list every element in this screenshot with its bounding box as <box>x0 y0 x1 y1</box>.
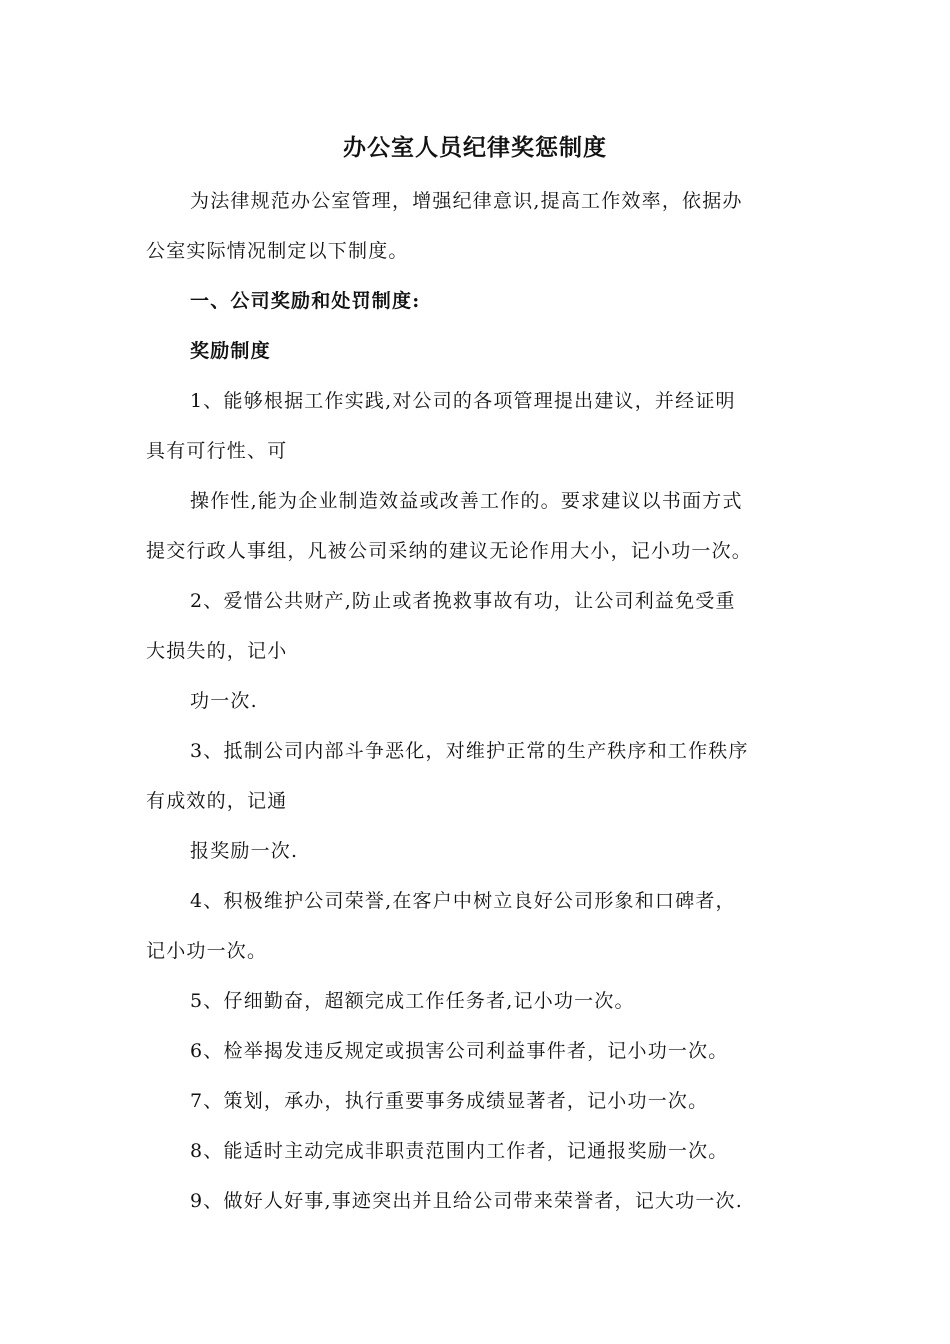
item-3-line-3: 报奖励一次. <box>190 840 299 862</box>
item-3-line-2: 有成效的，记通 <box>146 790 288 812</box>
item-4-line-1: 4、积极维护公司荣誉,在客户中树立良好公司形象和口碑者， <box>190 890 736 912</box>
subheading-reward: 奖励制度 <box>190 340 271 362</box>
item-7: 7、策划，承办，执行重要事务成绩显著者，记小功一次。 <box>190 1090 709 1112</box>
item-6: 6、检举揭发违反规定或损害公司利益事件者，记小功一次。 <box>190 1040 729 1062</box>
item-3-line-1: 3、抵制公司内部斗争恶化，对维护正常的生产秩序和工作秩序 <box>190 740 749 762</box>
item-1-line-1: 1、能够根据工作实践,对公司的各项管理提出建议，并经证明 <box>190 390 736 412</box>
document-title: 办公室人员纪律奖惩制度 <box>343 134 607 161</box>
item-5: 5、仔细勤奋，超额完成工作任务者,记小功一次。 <box>190 990 635 1012</box>
intro-line-2: 公室实际情况制定以下制度。 <box>146 240 409 262</box>
item-8: 8、能适时主动完成非职责范围内工作者，记通报奖励一次。 <box>190 1140 729 1162</box>
item-1-line-2: 具有可行性、可 <box>146 440 288 462</box>
section-heading: 一、公司奖励和处罚制度: <box>190 290 421 312</box>
item-2-line-2: 大损失的，记小 <box>146 640 288 662</box>
item-2-line-3: 功一次. <box>190 690 258 712</box>
item-4-line-2: 记小功一次。 <box>146 940 268 962</box>
item-1-line-3: 操作性,能为企业制造效益或改善工作的。要求建议以书面方式 <box>190 490 743 512</box>
item-2-line-1: 2、爱惜公共财产,防止或者挽救事故有功，让公司利益免受重 <box>190 590 736 612</box>
item-9: 9、做好人好事,事迹突出并且给公司带来荣誉者，记大功一次. <box>190 1190 743 1212</box>
intro-line-1: 为法律规范办公室管理，增强纪律意识,提高工作效率，依据办 <box>190 190 743 212</box>
item-1-line-4: 提交行政人事组，凡被公司采纳的建议无论作用大小，记小功一次。 <box>146 540 753 562</box>
